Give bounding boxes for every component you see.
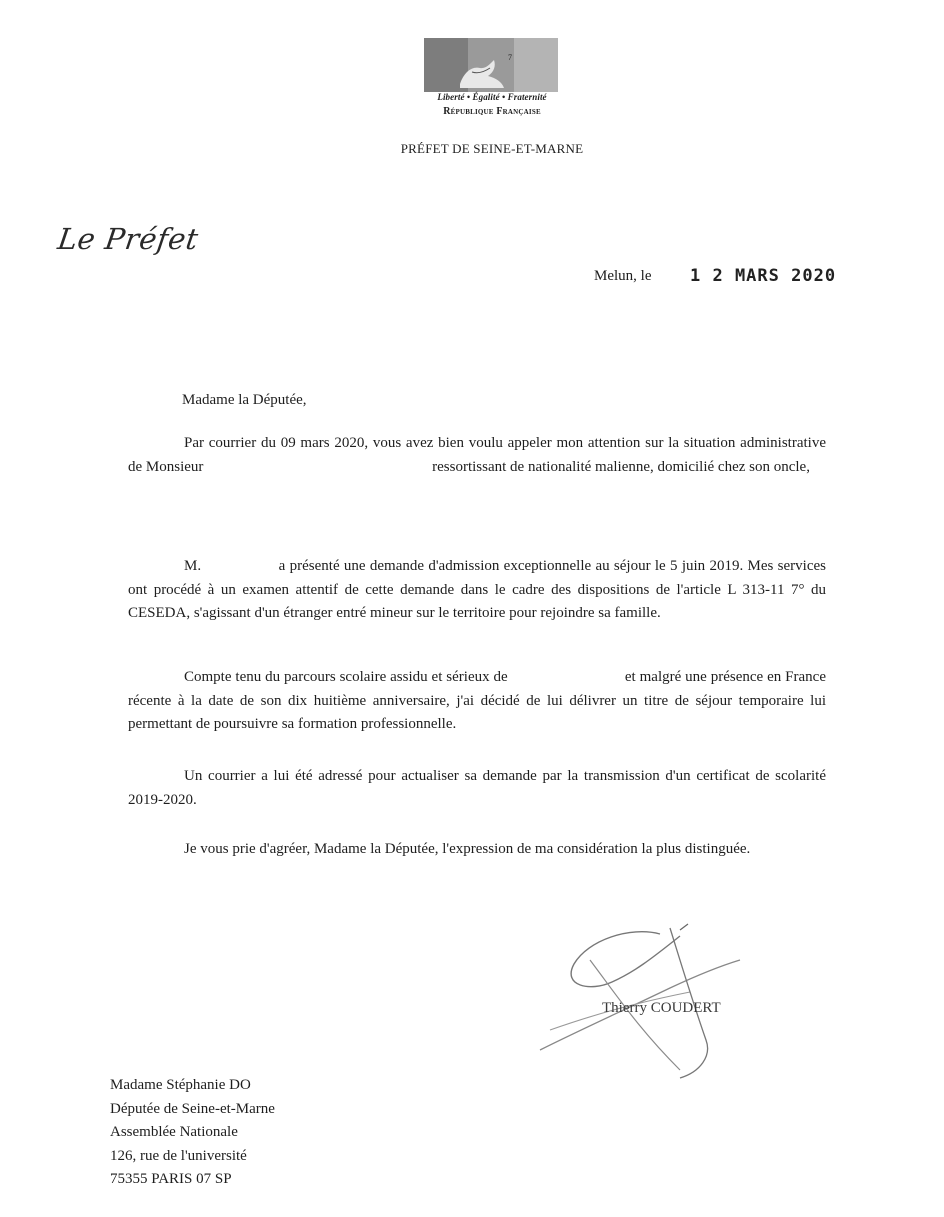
recipient-line-4: 126, rue de l'université xyxy=(110,1147,247,1164)
svg-text:7: 7 xyxy=(508,53,512,62)
recipient-line-3: Assemblée Nationale xyxy=(110,1124,238,1140)
paragraph-4-text: Un courrier a lui été adressé pour actualiser sa demande par la transmission d'un certificat de scolarité 2019-2020. xyxy=(128,768,826,808)
paragraph-2-text: M. a présenté une demande d'admission exceptionnelle au séjour le 5 juin 2019. Mes services ont procédé à un examen attentif de cette demande dans le cadre des dispositions de l'article L 313-11 7° du CESEDA, s'agissant d'un étranger entré mineur sur le territoire pour rejoindre sa famille. xyxy=(128,558,830,621)
paragraph-1-text: Par courrier du 09 mars 2020, vous avez bien voulu appeler mon attention sur la situation administrative de Monsieur ressortissant de nationalité malienne, domicilié chez son oncle, xyxy=(128,435,830,475)
signatory-name: Thierry COUDERT xyxy=(602,1000,721,1016)
recipient-line-2: Députée de Seine-et-Marne xyxy=(110,1100,275,1117)
recipient-line-1: Madame Stéphanie DO xyxy=(110,1077,251,1093)
republic-motto: Liberté • Égalité • Fraternité xyxy=(437,92,547,102)
paragraph-3 xyxy=(128,666,830,737)
paragraph-4 xyxy=(128,765,826,812)
paragraph-3-text: Compte tenu du parcours scolaire assidu et sérieux de et malgré une présence en France récente à la date de son dix huitième anniversaire, j'ai décidé de lui délivrer un titre de séjour temporaire lui permettant de poursuivre sa formation professionnelle. xyxy=(128,669,830,732)
marianne-logo-icon xyxy=(424,38,558,92)
paragraph-5 xyxy=(128,838,826,862)
date-stamp: 1 2 MARS 2020 xyxy=(690,266,837,286)
republic-name: République Française xyxy=(443,106,541,117)
salutation: Madame la Députée, xyxy=(182,392,307,408)
paragraph-2 xyxy=(128,555,830,626)
paragraph-5-text: Je vous prie d'agréer, Madame la Députée, l'expression de ma considération la plus distinguée. xyxy=(184,841,751,857)
sender-title: Le Préfet xyxy=(55,222,201,256)
place-label: Melun, le xyxy=(594,268,652,284)
recipient-line-5: 75355 PARIS 07 SP xyxy=(110,1171,232,1187)
prefecture-header: PRÉFET DE SEINE-ET-MARNE xyxy=(400,141,584,156)
recipient-address xyxy=(110,1074,275,1192)
paragraph-1 xyxy=(128,432,830,479)
